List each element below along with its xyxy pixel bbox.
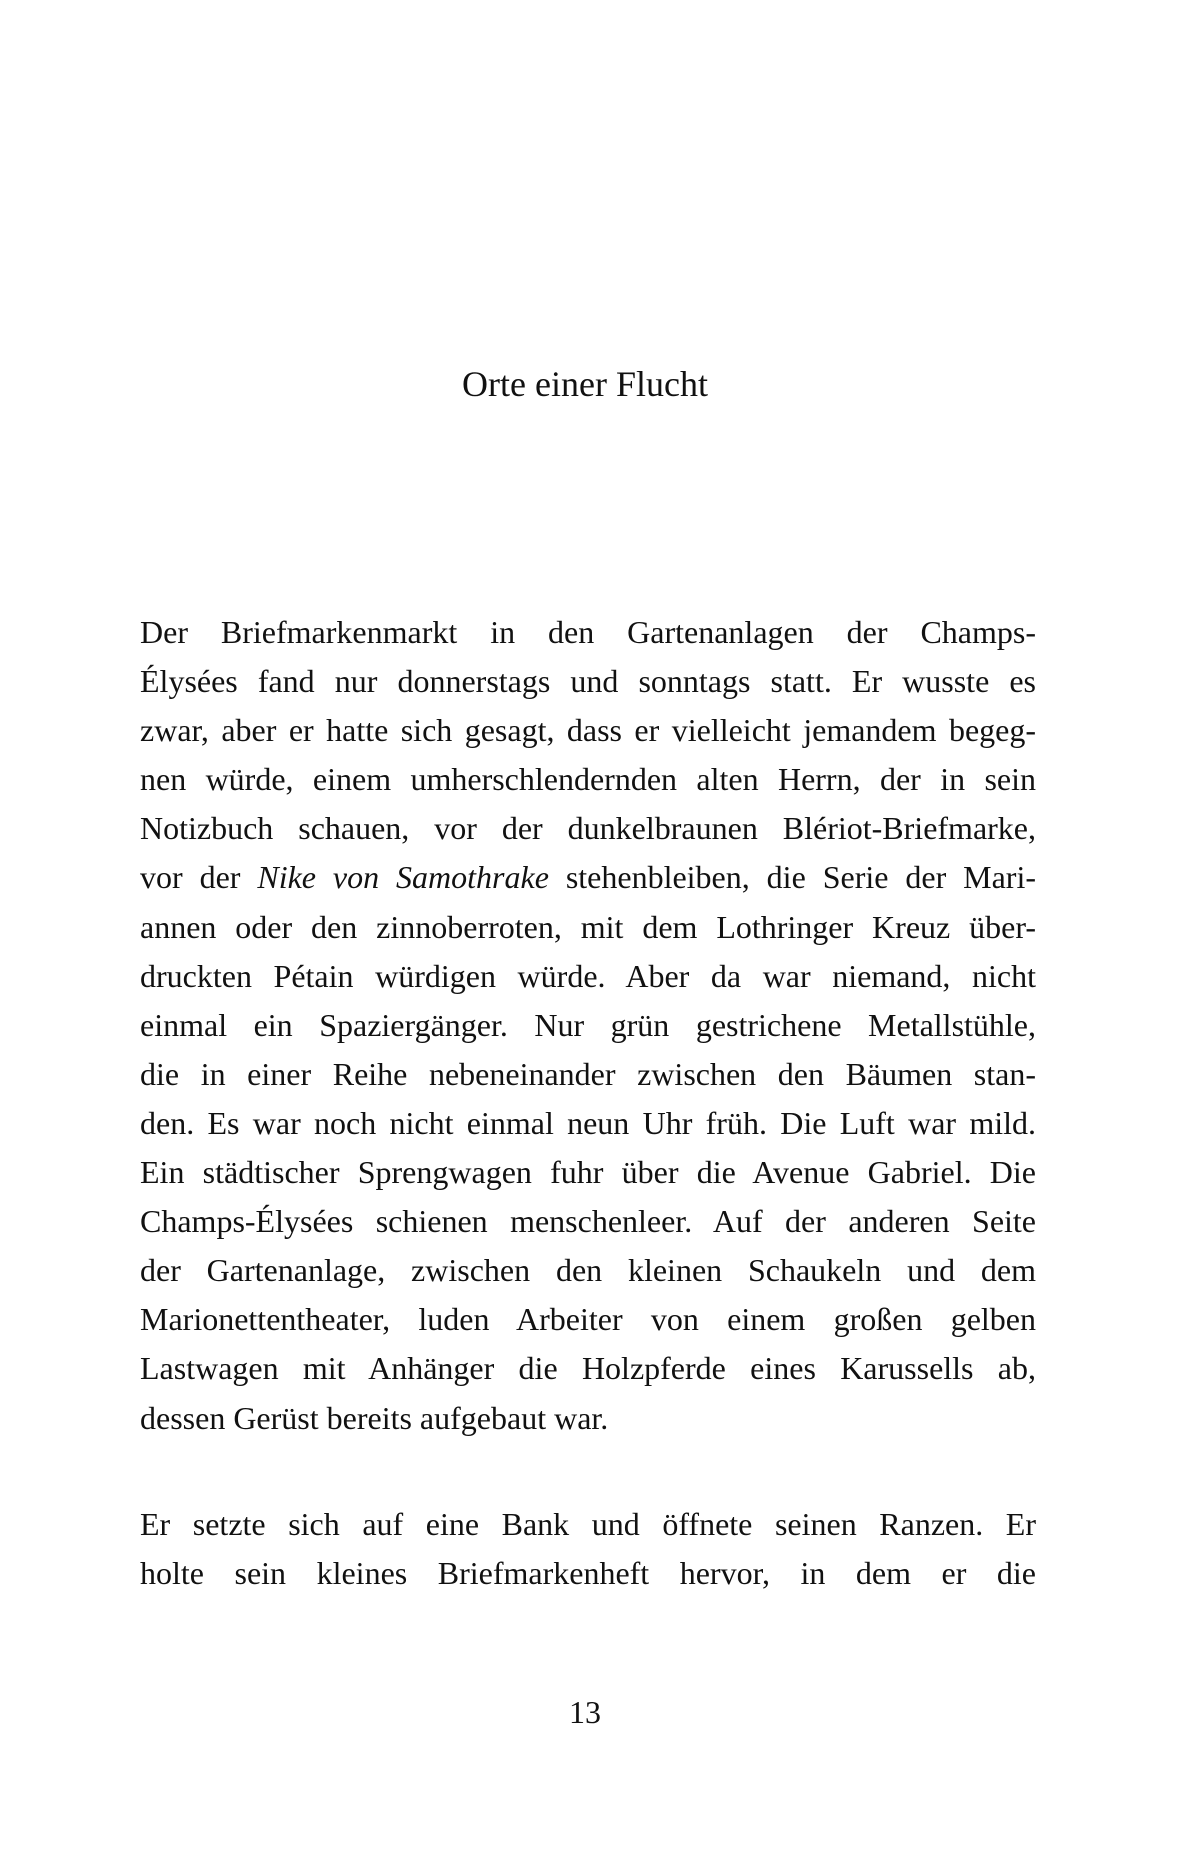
paragraph-line: Ein städtischer Sprengwagen fuhr über die Avenue Gabriel. Die (140, 1154, 1036, 1191)
paragraph-2 (140, 1500, 1036, 1598)
line-segment: vor der (140, 859, 258, 896)
paragraph-line: einmal ein Spaziergänger. Nur grün gestrichene Metallstühle, (140, 1006, 1036, 1043)
paragraph-line: Champs-Élysées schienen menschenleer. Auf der anderen Seite (140, 1203, 1036, 1240)
paragraph-line-with-italic (140, 853, 1036, 902)
paragraph-line: annen oder den zinnoberroten, mit dem Lothringer Kreuz über- (140, 908, 1036, 945)
paragraph-line: dessen Gerüst bereits aufgebaut war. (140, 1399, 609, 1436)
paragraph-line: Lastwagen mit Anhänger die Holzpferde eines Karussells ab, (140, 1350, 1036, 1387)
page-number: 13 (569, 1694, 601, 1730)
paragraph-line: den. Es war noch nicht einmal neun Uhr früh. Die Luft war mild. (140, 1104, 1036, 1141)
paragraph-1 (140, 608, 1036, 1443)
paragraph-line: Er setzte sich auf eine Bank und öffnete seinen Ranzen. Er (140, 1506, 1036, 1542)
paragraph-line: Marionettentheater, luden Arbeiter von einem großen gelben (140, 1301, 1036, 1338)
paragraph-line: zwar, aber er hatte sich gesagt, dass er vielleicht jemandem begeg- (140, 712, 1036, 749)
paragraph-line: holte sein kleines Briefmarkenheft hervor, in dem er die (140, 1555, 1036, 1592)
paragraph-line: nen würde, einem umherschlendernden alten Herrn, der in sein (140, 761, 1036, 798)
paragraph-line: Élysées fand nur donnerstags und sonntags statt. Er wusste es (140, 663, 1036, 700)
italic-title: Nike von Samothrake (257, 859, 549, 896)
chapter-title: Orte einer Flucht (462, 364, 708, 404)
paragraph-line: Notizbuch schauen, vor der dunkelbraunen Blériot-Briefmarke, (140, 810, 1036, 847)
paragraph-line: die in einer Reihe nebeneinander zwischen den Bäumen stan- (140, 1055, 1036, 1092)
paragraph-line: druckten Pétain würdigen würde. Aber da war niemand, nicht (140, 957, 1036, 994)
paragraph-line: Der Briefmarkenmarkt in den Gartenanlagen der Champs- (140, 614, 1036, 650)
paragraph-line: der Gartenanlage, zwischen den kleinen Schaukeln und dem (140, 1252, 1036, 1289)
line-segment: stehenbleiben, die Serie der Mari- (548, 859, 1036, 896)
